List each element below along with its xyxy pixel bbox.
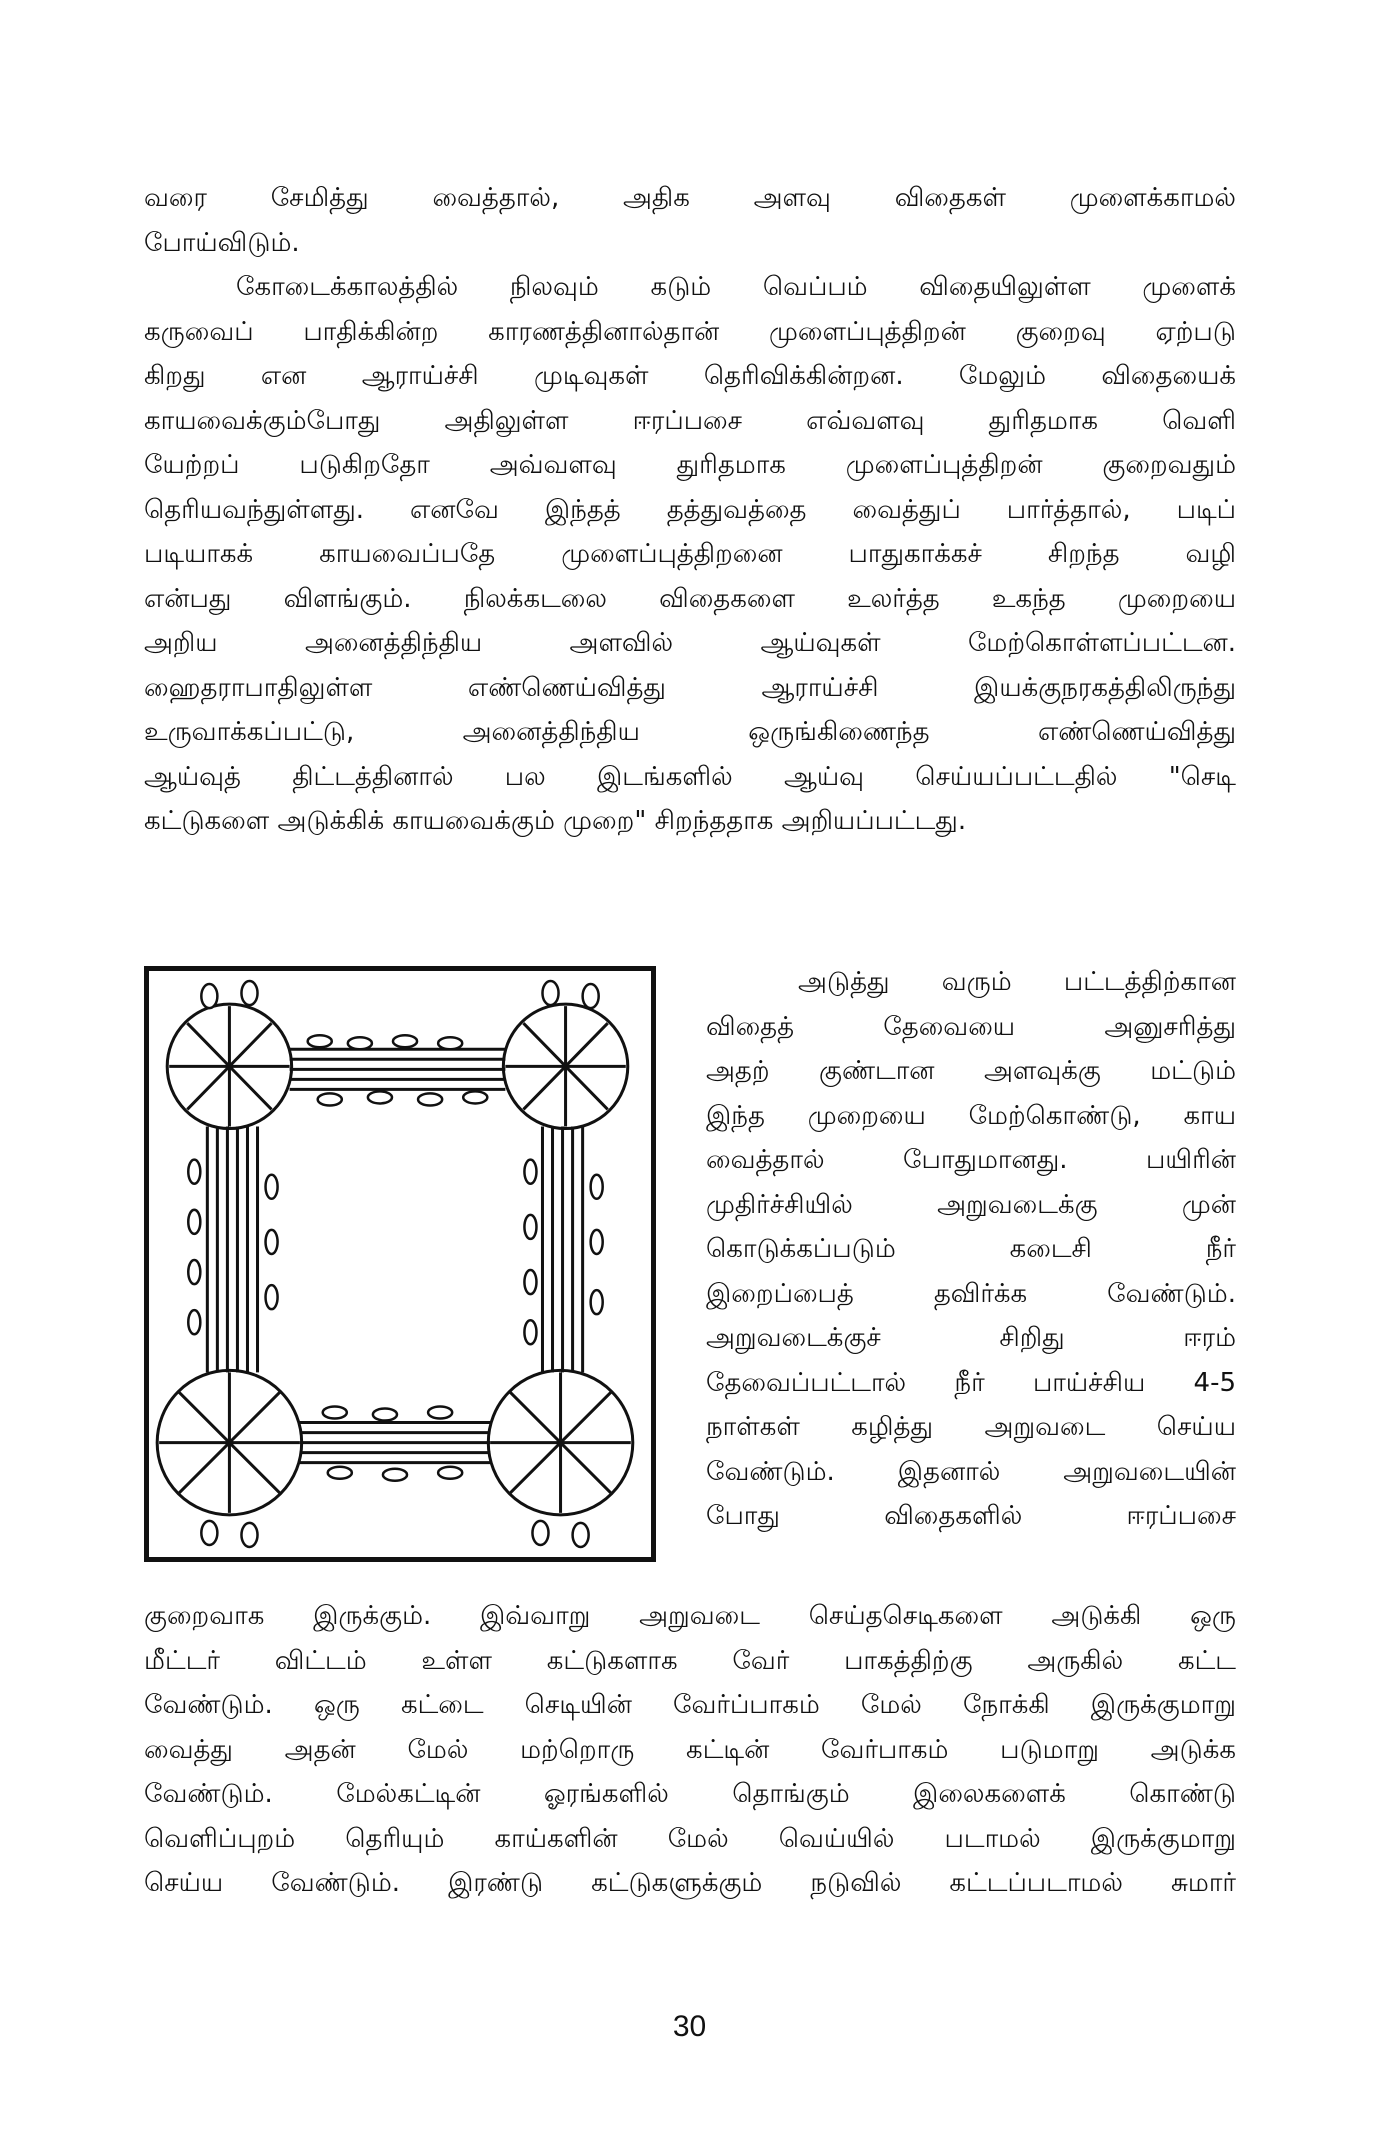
text-line: மீட்டர் விட்டம் உள்ள கட்டுகளாக வேர் பாகத்திற்கு அருகில் கட்ட [144,1645,1236,1676]
text-line: செய்ய வேண்டும். இரண்டு கட்டுகளுக்கும் நடுவில் கட்டப்படாமல் சுமார் [144,1868,1236,1898]
groundnut-bundle-figure [144,966,656,1562]
text-line: வேண்டும். இதனால் அறுவடையின் [706,1456,1236,1487]
groundnut-bundle-stack-illustration-icon [149,971,651,1557]
text-line: அடுத்து வரும் பட்டத்திற்கான [798,967,1236,997]
text-line: வைத்து அதன் மேல் மற்றொரு கட்டின் வேர்பாகம் படுமாறு அடுக்க [144,1734,1236,1765]
corner-bundle-top-left [167,1004,291,1128]
text-line: யேற்றப் படுகிறதோ அவ்வளவு துரிதமாக முளைப்புத்திறன் குறைவதும் [144,450,1236,480]
text-line: கிறது என ஆராய்ச்சி முடிவுகள் தெரிவிக்கின்றன. மேலும் விதையைக் [144,361,1236,391]
paragraph-2 [144,265,1236,844]
corner-bundle-bottom-right [488,1370,632,1514]
text-line: தெரியவந்துள்ளது. எனவே இந்தத் தத்துவத்தை வைத்துப் பார்த்தால், படிப் [144,494,1236,525]
text-line: போய்விடும். [144,227,300,258]
text-line: நாள்கள் கழித்து அறுவடை செய்ய [706,1412,1236,1442]
text-line: ஆய்வுத் திட்டத்தினால் பல இடங்களில் ஆய்வு செய்யப்பட்டதில் "செடி [144,761,1236,792]
text-line: முதிர்ச்சியில் அறுவடைக்கு முன் [706,1189,1236,1220]
text-line: இந்த முறையை மேற்கொண்டு, காய [706,1100,1236,1131]
paragraph-1 [144,176,1236,265]
text-line: அதற் குண்டான அளவுக்கு மட்டும் [706,1056,1236,1086]
text-line: கோடைக்காலத்தில் நிலவும் கடும் வெப்பம் விதையிலுள்ள முளைக் [236,272,1236,302]
text-line: வேண்டும். ஒரு கட்டை செடியின் வேர்ப்பாகம் மேல் நோக்கி இருக்குமாறு [144,1690,1236,1720]
text-line: வெளிப்புறம் தெரியும் காய்களின் மேல் வெய்யில் படாமல் இருக்குமாறு [144,1823,1236,1854]
text-line: என்பது விளங்கும். நிலக்கடலை விதைகளை உலர்த்த உகந்த முறையை [144,583,1236,614]
text-line: வரை சேமித்து வைத்தால், அதிக அளவு விதைகள் முளைக்காமல் [144,183,1236,213]
text-line: குறைவாக இருக்கும். இவ்வாறு அறுவடை செய்தசெடிகளை அடுக்கி ஒரு [144,1601,1236,1631]
text-line: கருவைப் பாதிக்கின்ற காரணத்தினால்தான் முளைப்புத்திறன் குறைவு ஏற்படு [144,316,1236,347]
corner-bundle-bottom-left [157,1370,301,1514]
text-line: விதைத் தேவையை அனுசரித்து [706,1011,1236,1042]
text-line: வைத்தால் போதுமானது. பயிரின் [706,1145,1236,1175]
corner-bundle-top-right [503,1004,627,1128]
body-text-beside-figure [706,960,1236,1539]
text-line: தேவைப்பட்டால் நீர் பாய்ச்சிய 4-5 [706,1367,1236,1398]
body-text-bottom [144,1594,1236,1906]
text-line: இறைப்பைத் தவிர்க்க வேண்டும். [706,1278,1236,1309]
text-line: அறுவடைக்குச் சிறிது ஈரம் [706,1323,1236,1353]
text-line: படியாகக் காயவைப்பதே முளைப்புத்திறனை பாதுகாக்கச் சிறந்த வழி [144,539,1236,569]
body-text-top [144,176,1236,844]
text-line: கொடுக்கப்படும் கடைசி நீர் [706,1234,1236,1264]
page-number: 30 [672,2010,707,2043]
text-line: அறிய அனைத்திந்திய அளவில் ஆய்வுகள் மேற்கொள்ளப்பட்டன. [144,628,1236,658]
text-line: ஹைதராபாதிலுள்ள எண்ணெய்வித்து ஆராய்ச்சி இயக்குநரகத்திலிருந்து [144,672,1236,703]
text-line: வேண்டும். மேல்கட்டின் ஓரங்களில் தொங்கும் இலைகளைக் கொண்டு [144,1779,1236,1809]
text-line: காயவைக்கும்போது அதிலுள்ள ஈரப்பசை எவ்வளவு துரிதமாக வெளி [144,405,1236,436]
text-line: போது விதைகளில் ஈரப்பசை [706,1501,1236,1531]
text-line: உருவாக்கப்பட்டு, அனைத்திந்திய ஒருங்கிணைந்த எண்ணெய்வித்து [144,717,1236,747]
text-line: கட்டுகளை அடுக்கிக் காயவைக்கும் முறை" சிறந்ததாக அறியப்பட்டது. [144,806,967,836]
